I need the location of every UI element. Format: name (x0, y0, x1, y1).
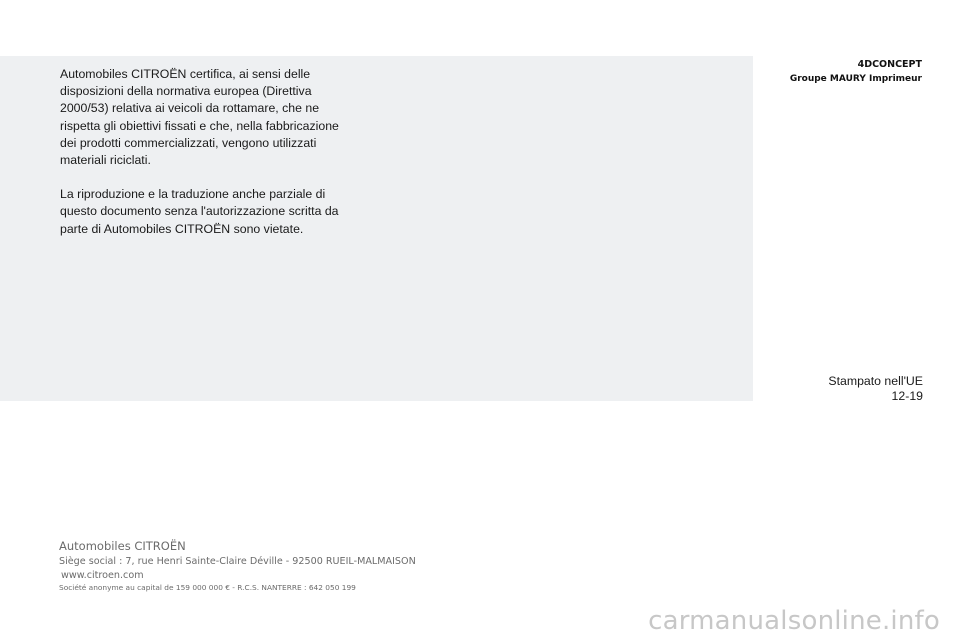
footer-company: Automobiles CITROËN (59, 539, 186, 553)
recycling-notice: Automobiles CITROËN certifica, ai sensi delle disposizioni della normativa europea (Direttiva 2000/53) relativa ai veicoli da rottamare, che ne rispetta gli obiettivi fissati e che, nella fabbricazione dei prodotti commercializzati, vengono utilizzati materiali riciclati. (60, 67, 339, 168)
footer-address: Siège social : 7, rue Henri Sainte-Claire Déville - 92500 RUEIL-MALMAISON (59, 556, 416, 567)
footer-legal: Société anonyme au capital de 159 000 000 € - R.C.S. NANTERRE : 642 050 199 (59, 583, 356, 592)
printed-in-label: Stampato nell'UE (828, 374, 923, 388)
footer-website[interactable]: www.citroen.com (61, 570, 144, 581)
reproduction-notice: La riproduzione e la traduzione anche parziale di questo documento senza l'autorizzazione scritta da parte di Automobiles CITROËN sono vietate. (60, 187, 339, 236)
company-footer (59, 539, 416, 593)
print-code: 12-19 (891, 388, 923, 403)
legal-notice (60, 66, 340, 255)
printer-group: Groupe MAURY Imprimeur (789, 74, 922, 84)
printer-name: 4DCONCEPT (857, 59, 922, 70)
print-info (828, 374, 923, 403)
watermark: carmanualsonline.info (648, 606, 940, 636)
printer-info (790, 58, 922, 86)
